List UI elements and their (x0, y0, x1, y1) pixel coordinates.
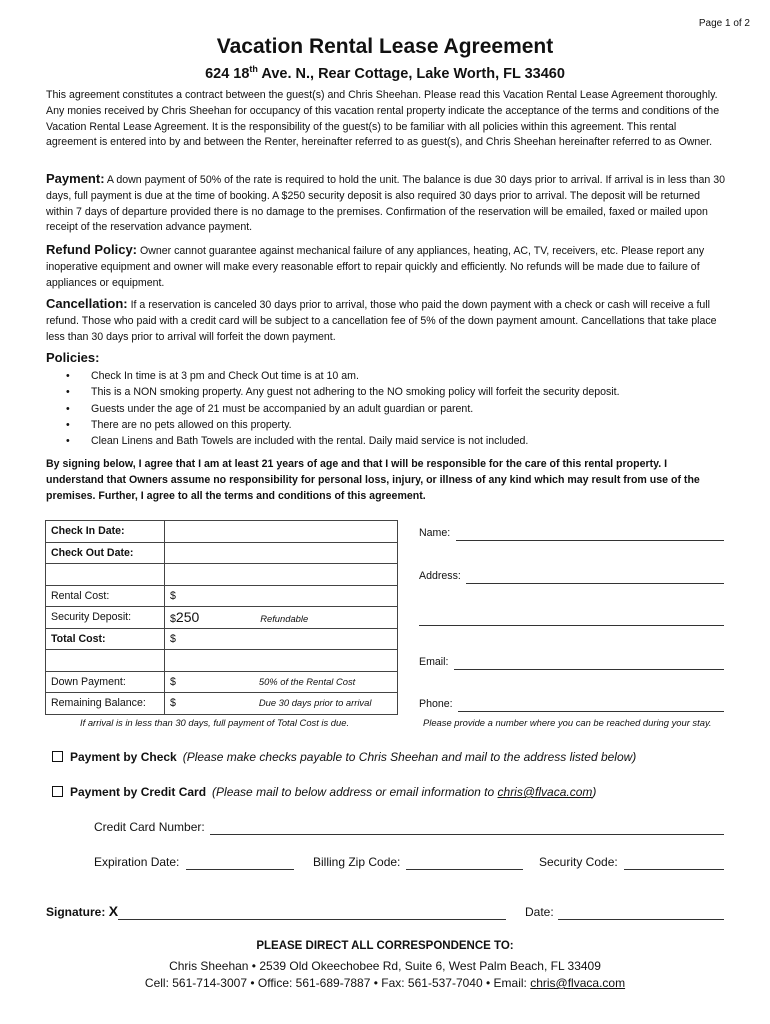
blank-cell (165, 564, 398, 586)
security-deposit-label: Security Deposit: (46, 607, 165, 629)
security-deposit-field[interactable]: $250 Refundable (165, 607, 398, 629)
remaining-balance-note: Due 30 days prior to arrival (258, 697, 372, 709)
total-cost-label: Total Cost: (46, 628, 165, 650)
name-field[interactable] (456, 540, 724, 541)
name-label: Name: (419, 527, 451, 539)
payment-by-check-option[interactable] (52, 750, 636, 764)
policy-item: • Check In time is at 3 pm and Check Out time is at 10 am. (66, 368, 620, 384)
refund-section (46, 242, 726, 291)
total-cost-field[interactable]: $ (165, 628, 398, 650)
payment-by-card-option[interactable] (52, 785, 596, 799)
check-in-label: Check In Date: (46, 521, 165, 543)
payment-section (46, 171, 726, 236)
policy-item: • This is a NON smoking property. Any guest not adhering to the NO smoking policy will forfeit the security deposit. (66, 384, 620, 400)
phone-label: Phone: (419, 698, 453, 710)
expiration-date-field[interactable] (186, 869, 294, 870)
address-field-line1[interactable] (466, 583, 724, 584)
rental-cost-field[interactable]: $ (165, 585, 398, 607)
refund-text: Owner cannot guarantee against mechanical failure of any appliances, heating, AC, TV, receivers, etc. Please report any inoperative equipment and owner will make every reasonable effort to repair quickly and efficiently. No refunds will be made due to failure of appliances or equipment. (46, 245, 705, 289)
contact-address: Chris Sheehan • 2539 Old Okeechobee Rd, Suite 6, West Palm Beach, FL 33409 (169, 959, 601, 973)
address-label: Address: (419, 570, 461, 582)
blank-cell (165, 650, 398, 672)
date-label: Date: (525, 905, 554, 919)
phone-field[interactable] (458, 711, 724, 712)
cancellation-text: If a reservation is canceled 30 days prior to arrival, those who paid the down payment with a check or cash will receive a full refund. Those who paid with a credit card will be subject to a cancellation fee of 5% of the down payment amount. Cancellations that take place less than 30 days prior to arrival will forfeit the down payment. (46, 299, 717, 343)
card-number-label: Credit Card Number: (94, 820, 205, 834)
cost-table (45, 520, 398, 715)
date-field[interactable] (558, 919, 724, 920)
footer-email-link[interactable]: chris@flvaca.com (530, 976, 626, 990)
contact-email-link[interactable]: chris@flvaca.com (497, 785, 593, 799)
down-payment-note: 50% of the Rental Cost (258, 675, 356, 687)
policy-item: • Guests under the age of 21 must be accompanied by an adult guardian or parent. (66, 401, 620, 417)
check-out-field[interactable] (165, 542, 398, 564)
checkbox-icon[interactable] (52, 786, 63, 797)
card-number-field[interactable] (210, 834, 724, 835)
payment-by-check-label: Payment by Check (70, 750, 177, 764)
expiration-date-label: Expiration Date: (94, 855, 180, 869)
signature-x-mark: X (108, 903, 119, 919)
email-field[interactable] (454, 669, 724, 670)
property-address: 624 18th Ave. N., Rear Cottage, Lake Worth, FL 33460 (205, 64, 565, 82)
checkbox-icon[interactable] (52, 751, 63, 762)
intro-paragraph: This agreement constitutes a contract between the guest(s) and Chris Sheehan. Please read this Vacation Rental Lease Agreement thoroughly. Any monies received by Chris Sheehan for occupancy of this vacation rental property indicate the acceptance of the terms and conditions of the Vacation Rental Lease Agreement. It is the responsibility of the guest(s) to be familiar with all policies within this agreement. This rental agreement is entered into by and between the Renter, hereinafter referred to as guest(s), and Chris Sheehan hereinafter referred to as Owner. (46, 89, 720, 149)
address-field-line2[interactable] (419, 625, 724, 626)
down-payment-field[interactable]: $ 50% of the Rental Cost (165, 671, 398, 693)
cost-footnote: If arrival is in less than 30 days, full payment of Total Cost is due. (80, 717, 350, 728)
payment-text: A down payment of 50% of the rate is required to hold the unit. The balance is due 30 days prior to arrival. If arrival is in less than 30 days, full payment is due at the time of booking. A $250 security deposit is also required 30 days prior to arrival. The deposit will be returned within 7 days of departure provided there is no damage to the premises. Confirmation of the reservation will be emailed, faxed or mailed upon receipt of the reservation advance payment. (46, 174, 726, 234)
document-title: Vacation Rental Lease Agreement (216, 35, 554, 58)
email-label: Email: (419, 656, 449, 668)
signature-label: Signature: X (46, 903, 119, 919)
contact-numbers: Cell: 561-714-3007 • Office: 561-689-7887 • Fax: 561-537-7040 • Email: chris@flvaca.com (144, 976, 626, 990)
signature-field[interactable] (118, 919, 506, 920)
policy-item: • There are no pets allowed on this property. (66, 417, 620, 433)
billing-zip-label: Billing Zip Code: (313, 855, 401, 869)
policies-heading: Policies: (46, 350, 100, 365)
payment-by-card-label: Payment by Credit Card (70, 785, 207, 799)
refund-heading: Refund Policy: (46, 242, 138, 257)
page-number: Page 1 of 2 (698, 18, 750, 29)
phone-note: Please provide a number where you can be reached during your stay. (423, 717, 712, 728)
security-code-field[interactable] (624, 869, 724, 870)
remaining-balance-field[interactable]: $ Due 30 days prior to arrival (165, 693, 398, 715)
check-in-field[interactable] (165, 521, 398, 543)
billing-zip-field[interactable] (406, 869, 523, 870)
cancellation-heading: Cancellation: (46, 296, 128, 311)
correspondence-heading: PLEASE DIRECT ALL CORRESPONDENCE TO: (256, 940, 514, 952)
policies-list (66, 368, 620, 449)
policy-item: • Clean Linens and Bath Towels are included with the rental. Daily maid service is not included. (66, 433, 620, 449)
blank-cell (46, 564, 165, 586)
payment-by-check-note: (Please make checks payable to Chris Sheehan and mail to the address listed below) (182, 750, 637, 764)
security-code-label: Security Code: (539, 855, 618, 869)
check-out-label: Check Out Date: (46, 542, 165, 564)
rental-cost-label: Rental Cost: (46, 585, 165, 607)
blank-cell (46, 650, 165, 672)
payment-by-card-note: (Please mail to below address or email information to chris@flvaca.com) (212, 785, 597, 799)
cancellation-section (46, 296, 726, 345)
agreement-statement: By signing below, I agree that I am at least 21 years of age and that I will be responsible for the care of this rental property. I understand that Owners assume no responsibility for personal loss, injury, or illness of any kind which may result from use of the premises. Further, I agree to all the terms and conditions of this agreement. (46, 458, 700, 502)
security-deposit-value: 250 (175, 609, 200, 626)
payment-heading: Payment: (46, 171, 105, 186)
remaining-balance-label: Remaining Balance: (46, 693, 165, 715)
refundable-note: Refundable (260, 613, 309, 625)
down-payment-label: Down Payment: (46, 671, 165, 693)
